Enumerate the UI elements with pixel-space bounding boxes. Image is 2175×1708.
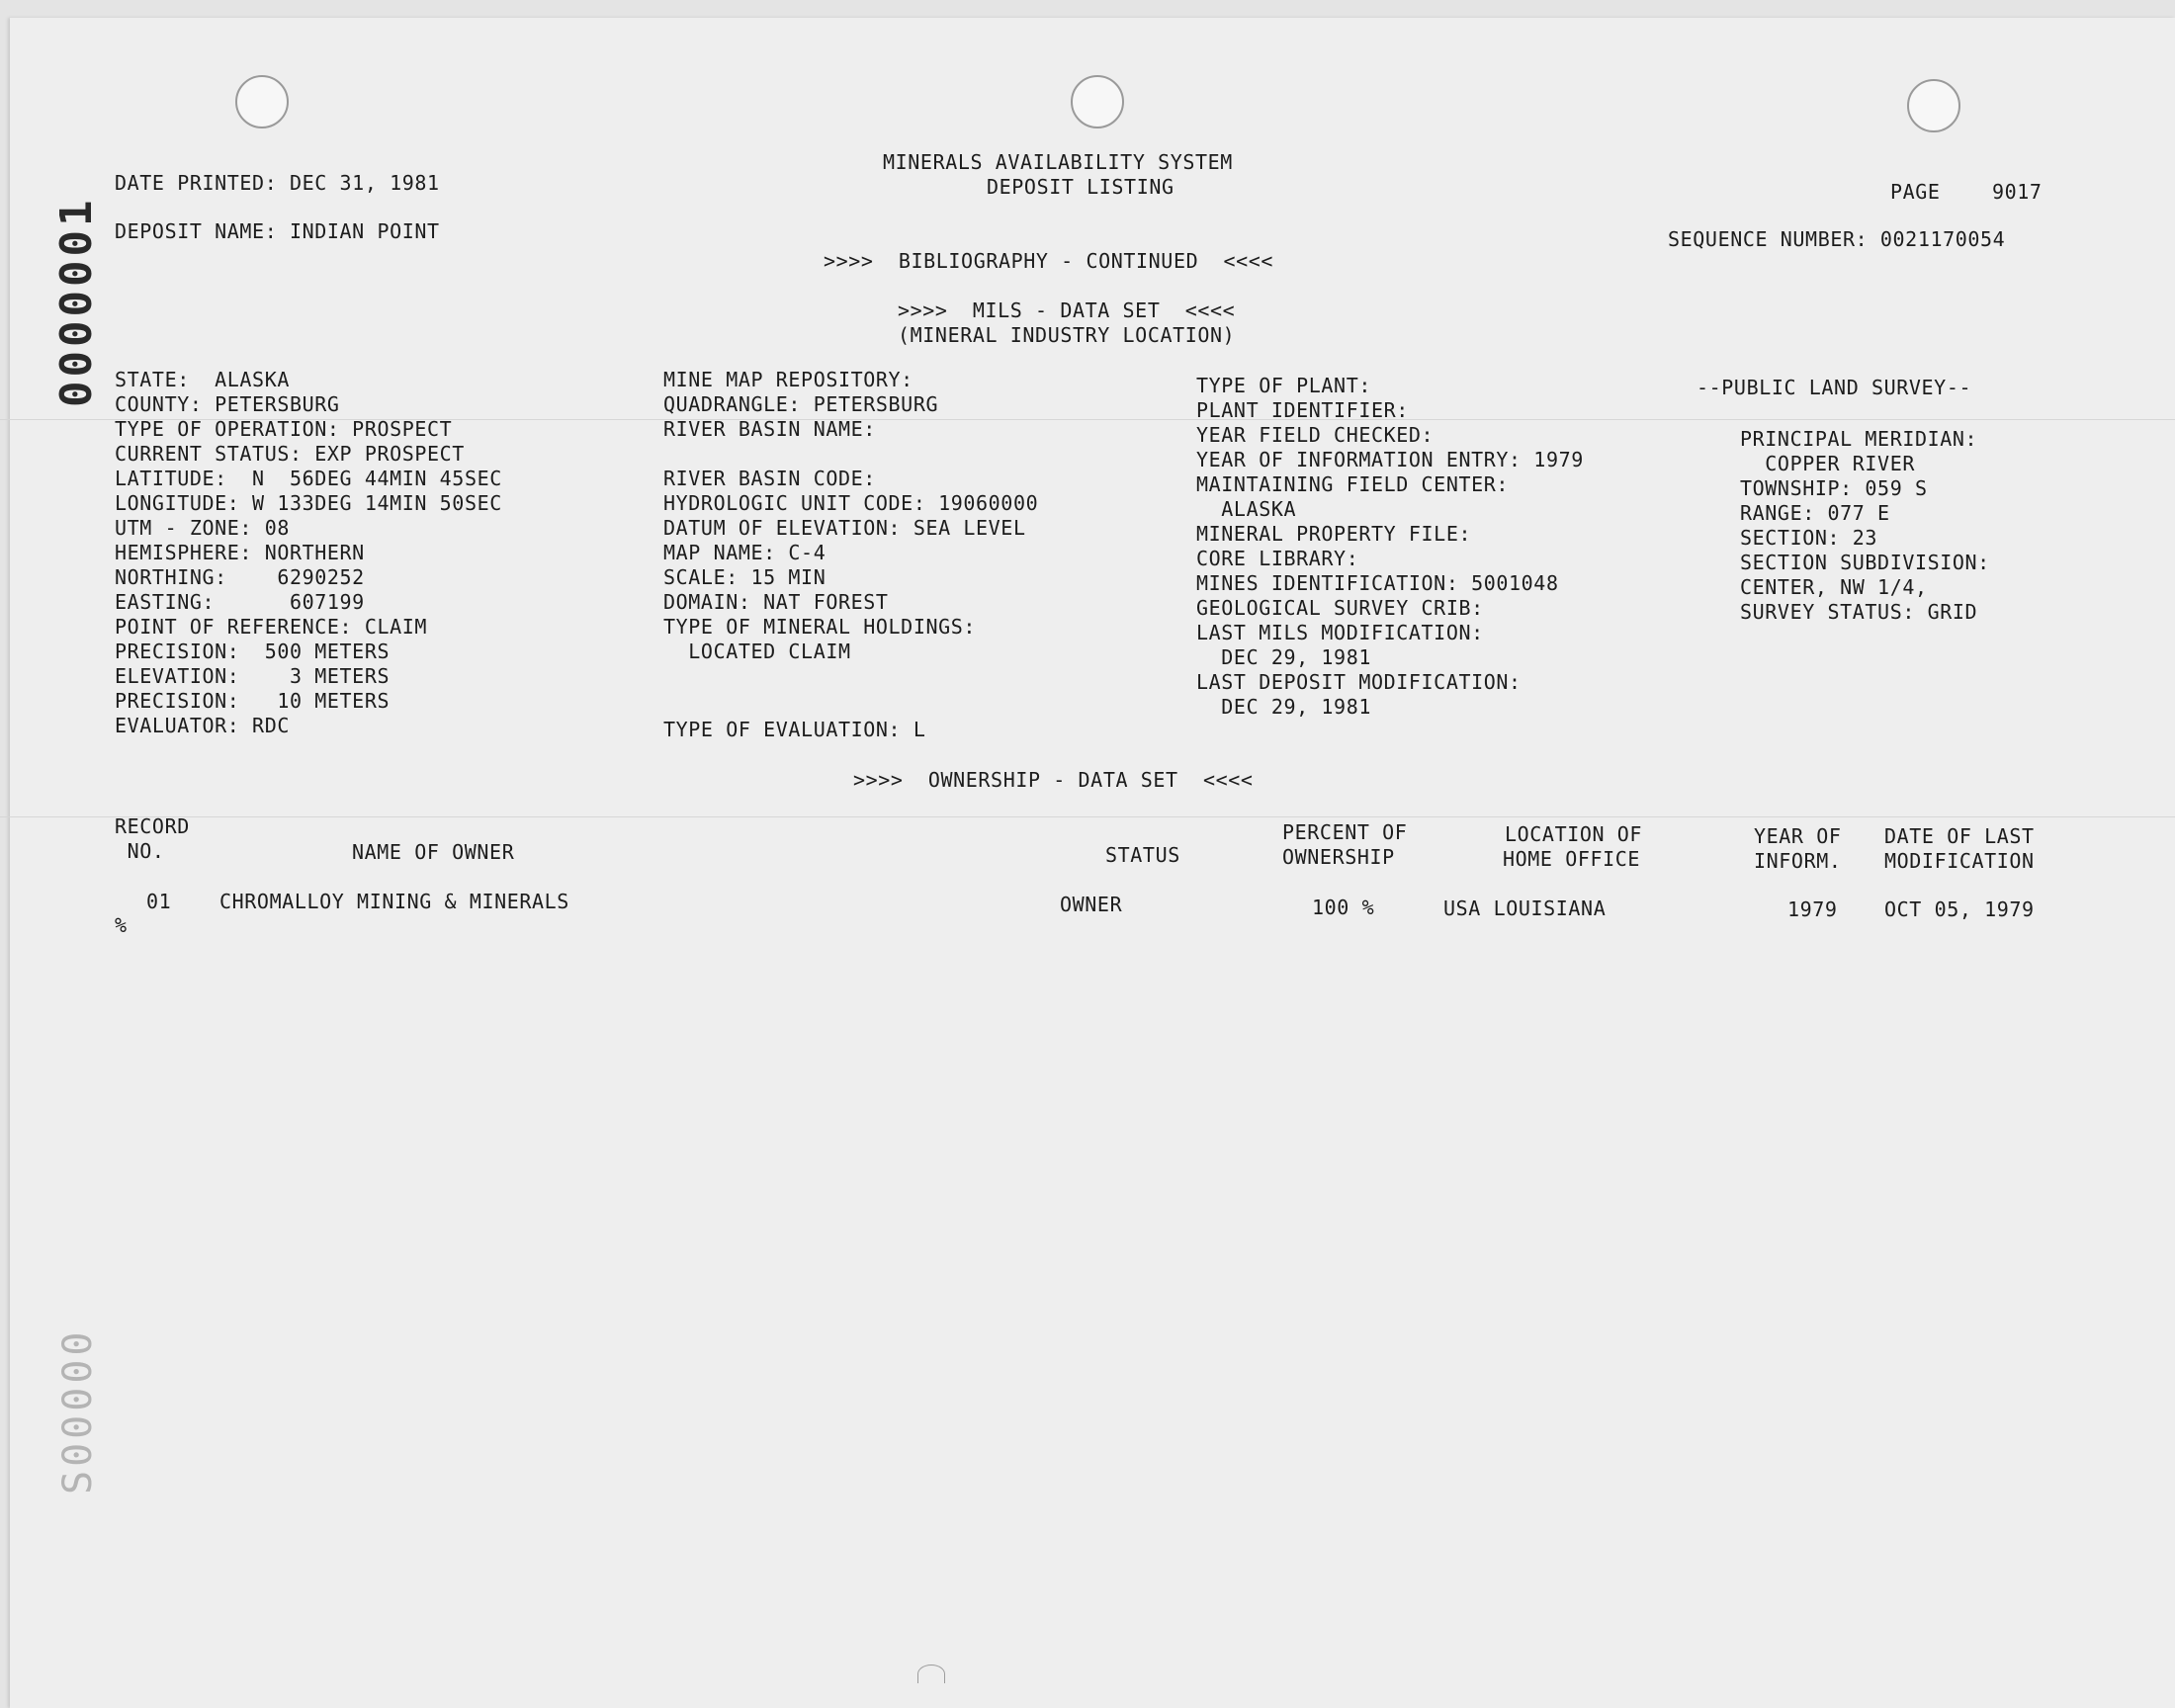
page-number: 9017	[1992, 180, 2043, 204]
field-line: SCALE: 15 MIN	[663, 565, 826, 589]
field-line: HYDROLOGIC UNIT CODE: 19060000	[663, 491, 1039, 515]
field-line: UTM - ZONE: 08	[115, 516, 290, 540]
home-office-location: USA LOUISIANA	[1443, 897, 1607, 920]
field-line: CORE LIBRARY:	[1196, 547, 1359, 570]
bibliography-heading: >>>> BIBLIOGRAPHY - CONTINUED <<<<	[824, 249, 1274, 273]
field-line: MINE MAP REPOSITORY:	[663, 368, 914, 391]
listing-title: DEPOSIT LISTING	[987, 175, 1174, 199]
mils-heading: >>>> MILS - DATA SET <<<<	[898, 299, 1236, 322]
header-location-sub: HOME OFFICE	[1503, 847, 1641, 871]
field-line: DEC 29, 1981	[1196, 645, 1371, 669]
field-line: TYPE OF PLANT:	[1196, 374, 1371, 397]
date-printed: DATE PRINTED: DEC 31, 1981	[115, 171, 440, 195]
field-line: DEC 29, 1981	[1196, 695, 1371, 719]
header-record: RECORD	[115, 814, 190, 838]
field-line: LATITUDE: N 56DEG 44MIN 45SEC	[115, 467, 502, 490]
field-line: COPPER RIVER	[1740, 452, 1915, 475]
field-line: RIVER BASIN CODE:	[663, 467, 876, 490]
field-line: CENTER, NW 1/4,	[1740, 575, 1928, 599]
field-line: EASTING: 607199	[115, 590, 365, 614]
side-stamp-number: 0000001	[51, 196, 102, 407]
page-label: PAGE	[1890, 180, 1941, 204]
field-line: LAST DEPOSIT MODIFICATION:	[1196, 670, 1522, 694]
field-line: SECTION SUBDIVISION:	[1740, 551, 1990, 574]
header-location: LOCATION OF	[1505, 822, 1643, 846]
field-line: NORTHING: 6290252	[115, 565, 365, 589]
sequence-number: SEQUENCE NUMBER: 0021170054	[1668, 227, 2006, 251]
field-line: MINERAL PROPERTY FILE:	[1196, 522, 1472, 546]
binder-hole-right	[1907, 79, 1960, 132]
owner-name: CHROMALLOY MINING & MINERALS	[219, 890, 569, 913]
field-line: LAST MILS MODIFICATION:	[1196, 621, 1484, 644]
deposit-name: DEPOSIT NAME: INDIAN POINT	[115, 219, 440, 243]
field-line: MAINTAINING FIELD CENTER:	[1196, 472, 1510, 496]
field-line: EVALUATOR: RDC	[115, 714, 290, 737]
side-stamp-faint: S00000	[55, 1327, 101, 1494]
field-line: RIVER BASIN NAME:	[663, 417, 876, 441]
field-line: DOMAIN: NAT FOREST	[663, 590, 889, 614]
scan-rule	[0, 816, 2175, 817]
field-line: ELEVATION: 3 METERS	[115, 664, 391, 688]
record-number: 01	[146, 890, 172, 913]
field-line: PLANT IDENTIFIER:	[1196, 398, 1409, 422]
field-line: STATE: ALASKA	[115, 368, 290, 391]
field-line: POINT OF REFERENCE: CLAIM	[115, 615, 428, 639]
header-percent: PERCENT OF	[1282, 820, 1408, 844]
land-survey-heading: --PUBLIC LAND SURVEY--	[1696, 376, 1972, 399]
field-line: COUNTY: PETERSBURG	[115, 392, 340, 416]
field-line: TYPE OF MINERAL HOLDINGS:	[663, 615, 977, 639]
field-line: YEAR OF INFORMATION ENTRY: 1979	[1196, 448, 1584, 471]
system-title: MINERALS AVAILABILITY SYSTEM	[883, 150, 1233, 174]
header-year: YEAR OF	[1754, 824, 1842, 848]
field-line: CURRENT STATUS: EXP PROSPECT	[115, 442, 465, 466]
ownership-percent: 100 %	[1312, 896, 1375, 919]
header-record-no: NO.	[115, 839, 165, 863]
mils-subheading: (MINERAL INDUSTRY LOCATION)	[898, 323, 1236, 347]
header-date: DATE OF LAST	[1884, 824, 2035, 848]
field-line: HEMISPHERE: NORTHERN	[115, 541, 365, 564]
field-line: QUADRANGLE: PETERSBURG	[663, 392, 939, 416]
field-line: PRECISION: 10 METERS	[115, 689, 391, 713]
field-line: MINES IDENTIFICATION: 5001048	[1196, 571, 1559, 595]
ownership-heading: >>>> OWNERSHIP - DATA SET <<<<	[853, 768, 1254, 792]
header-year-sub: INFORM.	[1754, 849, 1842, 873]
field-line: PRECISION: 500 METERS	[115, 640, 391, 663]
field-line: PRINCIPAL MERIDIAN:	[1740, 427, 1978, 451]
binder-hole-left	[235, 75, 289, 128]
header-status: STATUS	[1105, 843, 1180, 867]
field-line: DATUM OF ELEVATION: SEA LEVEL	[663, 516, 1026, 540]
field-line: LONGITUDE: W 133DEG 14MIN 50SEC	[115, 491, 502, 515]
end-of-record-marker: %	[115, 913, 128, 937]
last-modification-date: OCT 05, 1979	[1884, 897, 2035, 921]
field-line: MAP NAME: C-4	[663, 541, 826, 564]
header-percent-sub: OWNERSHIP	[1282, 845, 1395, 869]
field-line: SECTION: 23	[1740, 526, 1878, 550]
field-line: RANGE: 077 E	[1740, 501, 1890, 525]
owner-status: OWNER	[1060, 893, 1123, 916]
field-line: TYPE OF OPERATION: PROSPECT	[115, 417, 453, 441]
header-date-sub: MODIFICATION	[1884, 849, 2035, 873]
header-owner: NAME OF OWNER	[352, 840, 515, 864]
paper-mark	[917, 1665, 945, 1683]
field-line: LOCATED CLAIM	[663, 640, 851, 663]
field-line: YEAR FIELD CHECKED:	[1196, 423, 1435, 447]
field-line: ALASKA	[1196, 497, 1297, 521]
year-of-information: 1979	[1787, 897, 1838, 921]
binder-hole-center	[1071, 75, 1124, 128]
field-line: GEOLOGICAL SURVEY CRIB:	[1196, 596, 1484, 620]
field-line: TOWNSHIP: 059 S	[1740, 476, 1928, 500]
field-line: SURVEY STATUS: GRID	[1740, 600, 1978, 624]
field-line: TYPE OF EVALUATION: L	[663, 718, 926, 741]
